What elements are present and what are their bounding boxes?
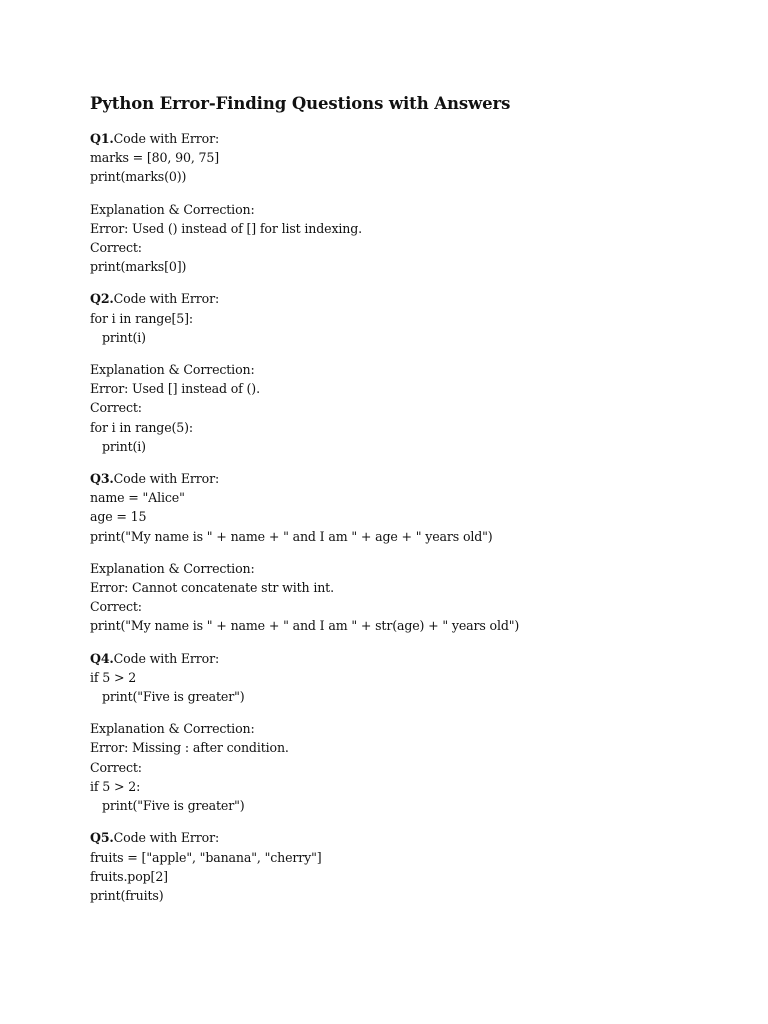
question-number: Q4. [90, 650, 114, 666]
corrected-code-line: print(marks[0]) [90, 259, 187, 275]
document-title: Python Error-Finding Questions with Answers [90, 94, 511, 113]
question-2-answer-block [90, 360, 730, 456]
correct-label: Correct: [90, 240, 142, 256]
explanation-heading: Explanation & Correction: [90, 201, 255, 217]
corrected-code-line: print("Five is greater") [102, 798, 245, 814]
question-heading [90, 649, 730, 668]
question-heading [90, 828, 730, 847]
code-line: marks = [80, 90, 75] [90, 150, 220, 166]
code-line: print(marks(0)) [90, 169, 187, 185]
question-5-code-block [90, 828, 730, 905]
question-number: Q5. [90, 830, 114, 846]
question-heading-text: Code with Error: [113, 650, 220, 666]
code-line: if 5 > 2 [90, 669, 137, 685]
correct-label: Correct: [90, 759, 142, 775]
code-line: fruits = ["apple", "banana", "cherry"] [90, 849, 322, 865]
question-1-answer-block [90, 200, 730, 277]
question-4-code-block [90, 649, 730, 707]
code-line: fruits.pop[2] [90, 868, 168, 884]
question-heading [90, 129, 730, 148]
question-heading-text: Code with Error: [113, 471, 220, 487]
question-heading-text: Code with Error: [113, 291, 220, 307]
explanation-heading: Explanation & Correction: [90, 560, 255, 576]
error-description: Error: Used () instead of [] for list indexing. [90, 220, 363, 236]
code-line: print(fruits) [90, 887, 164, 903]
question-1-code-block [90, 129, 730, 187]
corrected-code-line: print(i) [102, 438, 146, 454]
question-4-answer-block [90, 719, 730, 815]
question-heading [90, 469, 730, 488]
document-page [90, 92, 730, 918]
code-line: age = 15 [90, 509, 147, 525]
question-number: Q1. [90, 131, 114, 146]
code-line: name = "Alice" [90, 490, 185, 506]
question-heading [90, 289, 730, 308]
correct-label: Correct: [90, 400, 142, 416]
corrected-code-line: if 5 > 2: [90, 778, 141, 794]
error-description: Error: Missing : after condition. [90, 740, 289, 756]
error-description: Error: Cannot concatenate str with int. [90, 580, 334, 596]
corrected-code-line: for i in range(5): [90, 419, 193, 435]
question-heading-text: Code with Error: [113, 830, 220, 846]
question-number: Q2. [90, 291, 114, 307]
code-line: print("My name is " + name + " and I am " + age + " years old") [90, 528, 493, 544]
code-line: print(i) [102, 329, 146, 345]
explanation-heading: Explanation & Correction: [90, 721, 255, 737]
question-heading-text: Code with Error: [113, 131, 220, 146]
question-2-code-block [90, 289, 730, 347]
correct-label: Correct: [90, 599, 142, 615]
error-description: Error: Used [] instead of (). [90, 381, 260, 397]
question-3-answer-block [90, 559, 730, 636]
code-line: print("Five is greater") [102, 689, 245, 705]
corrected-code-line: print("My name is " + name + " and I am " + str(age) + " years old") [90, 618, 520, 634]
question-3-code-block [90, 469, 730, 546]
explanation-heading: Explanation & Correction: [90, 362, 255, 378]
question-number: Q3. [90, 471, 114, 487]
code-line: for i in range[5]: [90, 310, 193, 326]
